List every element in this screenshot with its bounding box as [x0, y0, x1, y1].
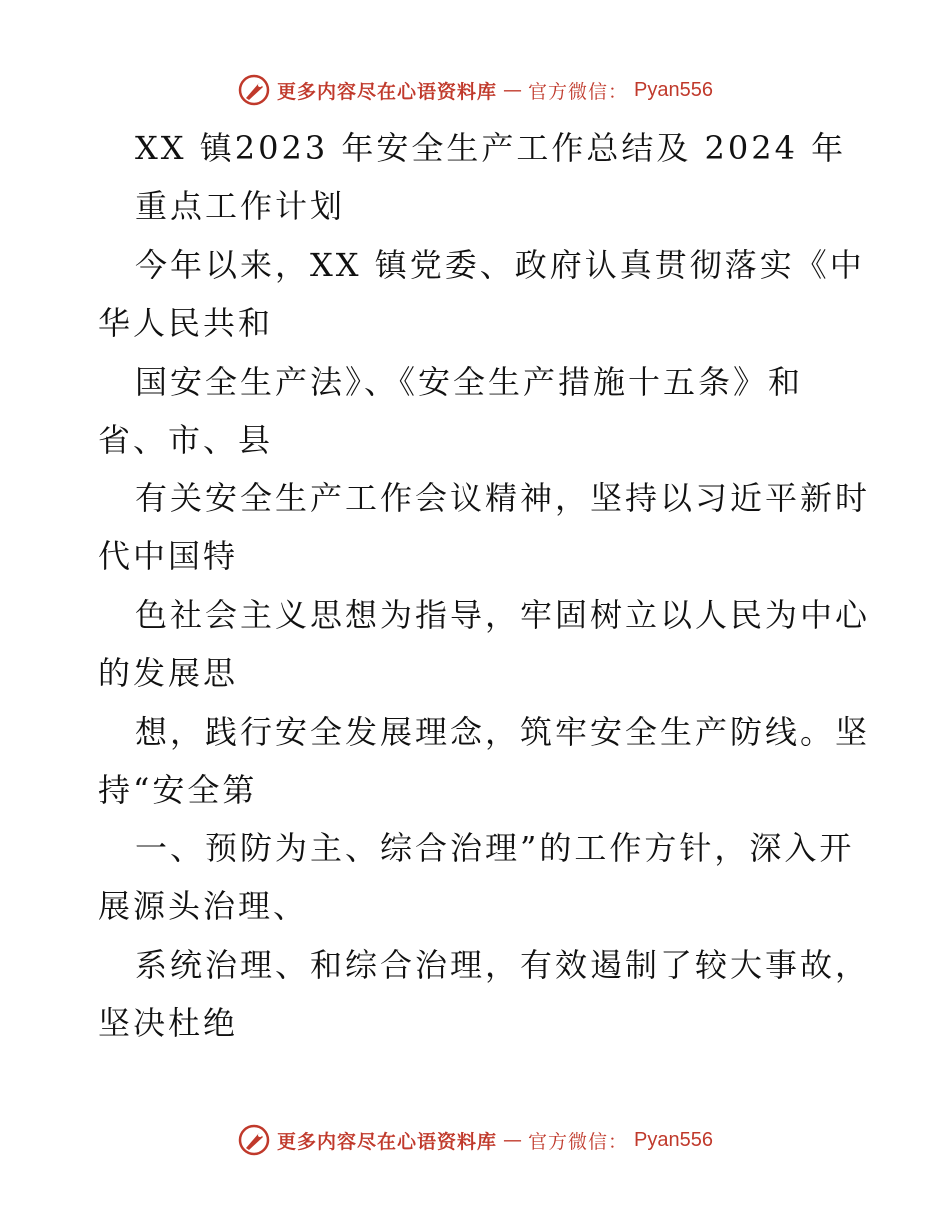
pen-nib-circle-icon: [237, 1123, 271, 1157]
header-watermark-banner: [0, 70, 950, 110]
banner-text: 更多内容尽在心语资料库: [277, 80, 498, 103]
banner-separator: —: [503, 1129, 523, 1151]
paragraph-line: 华人民共和: [98, 304, 274, 342]
paragraph-line: 省、市、县: [98, 421, 274, 459]
paragraph-line: 色社会主义思想为指导，牢固树立以人民为中心: [135, 596, 871, 634]
banner-text: 更多内容尽在心语资料库: [277, 1130, 498, 1153]
paragraph-line: 国安全生产法》、《安全生产措施十五条》和: [135, 363, 804, 401]
banner-wechat-label: 官方微信：: [528, 80, 629, 103]
banner-separator: —: [503, 79, 523, 101]
document-title-line-2: 重点工作计划: [135, 187, 346, 225]
paragraph-line: 一、预防为主、综合治理”的工作方针，深入开: [135, 829, 855, 867]
banner-wechat-label: 官方微信：: [528, 1130, 629, 1153]
document-title-line-1: XX 镇2023 年安全生产工作总结及 2024 年: [135, 129, 847, 167]
paragraph-line: 坚决杜绝: [98, 1004, 239, 1042]
paragraph-line: 持“安全第: [98, 771, 258, 809]
paragraph-line: 系统治理、和综合治理，有效遏制了较大事故，: [135, 946, 871, 984]
paragraph-line: 有关安全生产工作会议精神，坚持以习近平新时: [135, 479, 871, 517]
paragraph-line: 今年以来，XX 镇党委、政府认真贯彻落实《中: [135, 246, 865, 284]
paragraph-line: 展源头治理、: [98, 887, 309, 925]
banner-wechat-id: Pyan556: [634, 78, 713, 101]
banner-wechat-id: Pyan556: [634, 1128, 713, 1151]
footer-watermark-banner: [0, 1120, 950, 1160]
paragraph-line: 的发展思: [98, 654, 239, 692]
paragraph-line: 想，践行安全发展理念，筑牢安全生产防线。坚: [135, 713, 871, 751]
paragraph-line: 代中国特: [98, 537, 239, 575]
pen-nib-circle-icon: [237, 73, 271, 107]
